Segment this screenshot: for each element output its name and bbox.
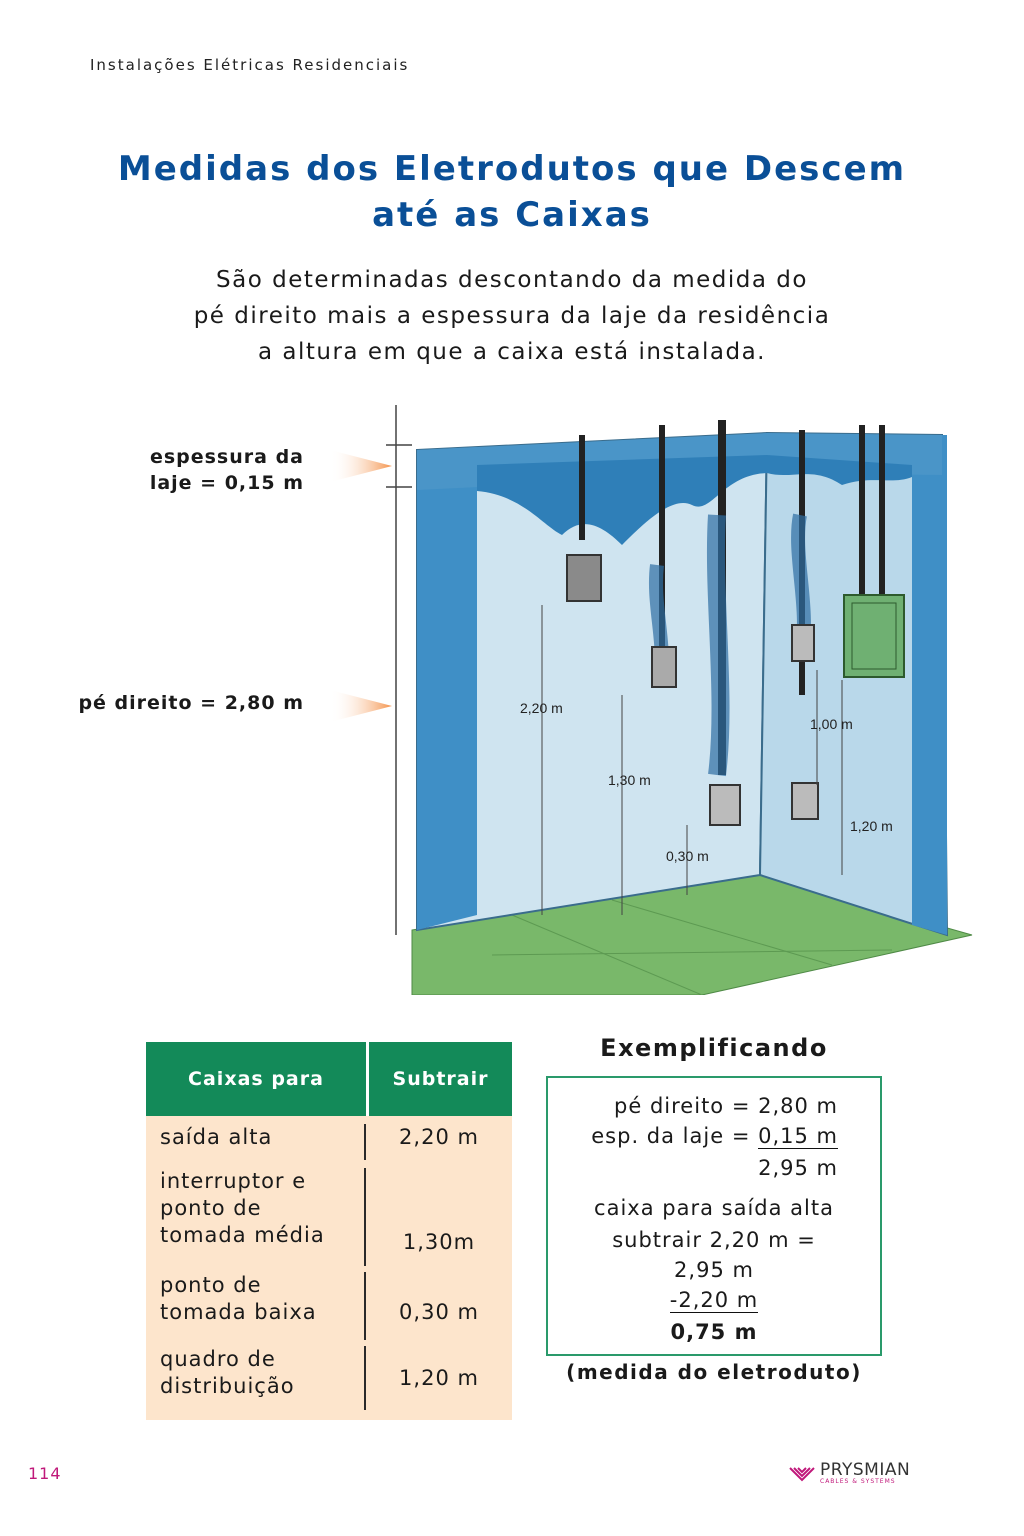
example-text-2: subtrair 2,20 m = [612,1228,816,1252]
row-label-line: ponto de [160,1196,262,1220]
box-tomada-baixa [710,785,740,825]
brand-name: PRYSMIAN [820,1460,911,1480]
example-box [546,1076,882,1356]
table-header [146,1042,512,1116]
pe-label: pé direito = [614,1094,751,1118]
row-label-line: quadro de [160,1347,276,1371]
laje-value: 0,15 m [758,1124,838,1148]
box-interruptor [652,647,676,687]
row-label-line: interruptor e [160,1169,307,1193]
page-number: 114 [28,1464,62,1483]
example-title: Exemplificando [600,1034,828,1062]
example-result: 0,75 m [670,1320,758,1344]
table-row [146,1116,512,1160]
box-saida-alta [567,555,601,601]
label-1-30m: 1,30 m [608,772,651,788]
table-body [146,1116,512,1420]
prysmian-logo-icon [788,1464,816,1484]
label-1-00m: 1,00 m [810,716,853,732]
laje-callout-line-1: espessura da [149,446,304,468]
example-espessura [591,1124,838,1148]
pe-value: 2,80 m [758,1094,838,1118]
row-label-line: tomada média [160,1223,325,1247]
brand-sub: CABLES & SYSTEMS [820,1478,896,1485]
table-row [146,1340,512,1410]
row-label [146,1124,366,1160]
row-label [146,1168,366,1266]
page-title [0,146,1024,238]
example-caption: (medida do eletroduto) [566,1360,862,1384]
row-label [146,1346,366,1410]
row-value: 2,20 m [399,1125,479,1149]
room-wall-illustration [372,395,984,995]
example-calc-2 [548,1288,880,1312]
intro-line-3: a altura em que a caixa está instalada. [257,339,766,365]
title-line-2: até as Caixas [372,195,652,235]
header-subtrair: Subtrair [392,1068,489,1090]
label-1-20m: 1,20 m [850,818,893,834]
box-quadro-distribuicao [844,595,904,677]
running-header: Instalações Elétricas Residenciais [90,56,410,74]
row-label-line: distribuição [160,1374,295,1398]
example-pe-direito [614,1094,838,1118]
example-text-1: caixa para saída alta [594,1196,834,1220]
row-label-line: saída alta [160,1125,273,1149]
laje-callout [100,444,304,496]
row-value: 0,30 m [399,1300,479,1324]
row-label [146,1272,366,1340]
laje-callout-line-2: laje = 0,15 m [149,472,304,494]
example-sum: 2,95 m [758,1156,838,1180]
calc-2-value: -2,20 m [669,1288,759,1312]
box-tomada-media [792,625,814,661]
pe-direito-callout: pé direito = 2,80 m [78,692,304,714]
label-0-30m: 0,30 m [666,848,709,864]
table-row [146,1266,512,1340]
row-value: 1,20 m [399,1365,479,1390]
intro-paragraph [0,262,1024,370]
laje-label: esp. da laje = [591,1124,751,1148]
subtraction-table [146,1042,512,1420]
intro-line-1: São determinadas descontando da medida do [216,267,808,293]
brand-logo [788,1462,910,1485]
example-calc-1: 2,95 m [674,1258,754,1282]
row-label-line: ponto de [160,1273,262,1297]
intro-line-2: pé direito mais a espessura da laje da residência [193,303,831,329]
header-caixas-para: Caixas para [146,1042,369,1116]
label-2-20m: 2,20 m [520,700,563,716]
table-row [146,1160,512,1266]
row-value: 1,30m [402,1230,476,1254]
row-label-line: tomada baixa [160,1300,317,1324]
title-line-1: Medidas dos Eletrodutos que Descem [117,149,907,189]
box-tomada-direita [792,783,818,819]
